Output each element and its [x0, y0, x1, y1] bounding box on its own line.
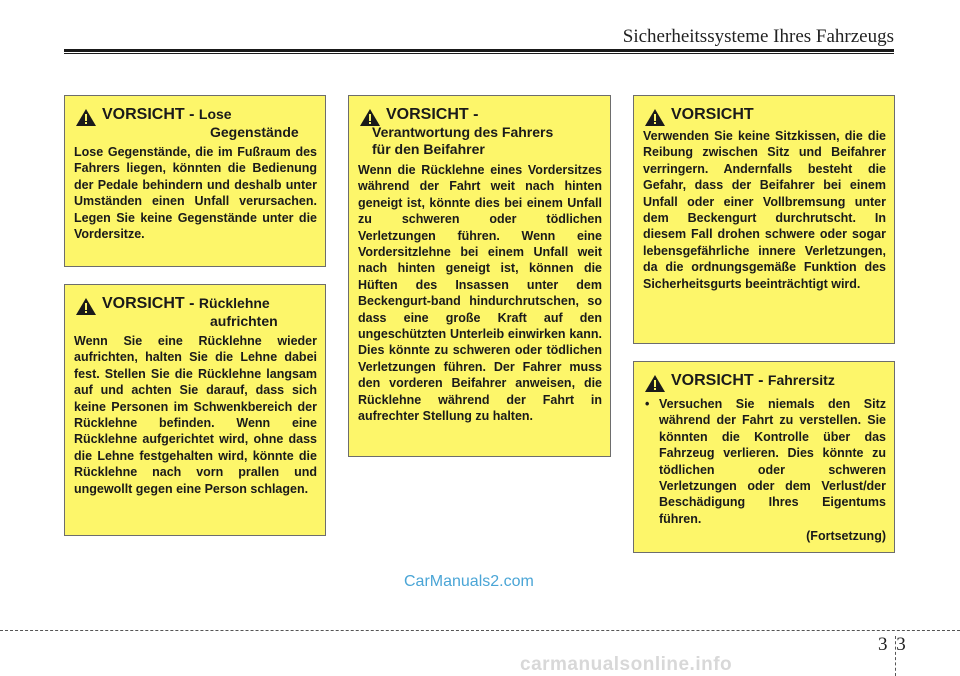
- header-rule: [64, 49, 894, 52]
- caution-title: VORSICHT - Fahrersitz: [643, 372, 886, 390]
- caution-box-seat-cushions: [633, 95, 895, 344]
- caution-box-seatback-raise: [64, 284, 326, 536]
- page-number-separator: [895, 636, 896, 676]
- caution-subtitle: Verantwortung des Fahrers für den Beifahrer: [372, 124, 554, 157]
- caution-title: VORSICHT - Rücklehne aufrichten: [74, 295, 317, 329]
- warning-triangle-icon: [76, 109, 96, 126]
- caution-body: Verwenden Sie keine Sitzkissen, die die Reibung zwischen Sitz und Beifahrer verringern. Andernfalls besteht die Gefahr, dass der Beifahrer bei einem Unfall oder einer Vollbremsung unter dem Beckengurt durchrutscht. In diesem Fall drohen schwere oder sogar lebensgefährliche innere Verletzungen, da die ordnungsgemäße Funktion des Sicherheitsgurts beeinträchtigt wird.: [643, 129, 886, 291]
- caution-title: VORSICHT -: [358, 106, 602, 124]
- footer-logo: carmanualsonline.info: [520, 654, 733, 675]
- warning-triangle-icon: [645, 109, 665, 126]
- page-header-title: Sicherheitssysteme Ihres Fahrzeugs: [622, 26, 894, 47]
- caution-box-driver-responsibility: [348, 95, 611, 457]
- warning-triangle-icon: [76, 298, 96, 315]
- continuation-note: (Fortsetzung): [806, 529, 886, 544]
- watermark-link[interactable]: CarManuals2.com: [404, 573, 534, 590]
- caution-box-driver-seat: [633, 361, 895, 553]
- header-rule-thin: [64, 53, 894, 54]
- footer-dashed-rule: [0, 630, 960, 631]
- page-number: 3 3: [878, 634, 908, 655]
- caution-body: Wenn die Rücklehne eines Vordersitzes während der Fahrt weit nach hinten geneigt ist, könnte dies bei einem Unfall zu schweren oder tödlichen Verletzungen führen. Wenn eine Vordersitzlehne bei einem Unfall weit nach hinten geneigt ist, können die Hüften des Insassen unter dem Beckengurt-band hindurchrutschen, so dass eine große Kraft auf den ungeschützten Unterleib einwirken kann. Dies könnte zu schweren oder tödlichen Verletzungen führen. Der Fahrer muss den vorderen Beifahrer anweisen, die Rücklehne während der Fahrt in aufrechter Stellung zu halten.: [358, 163, 602, 424]
- caution-bullet-list: [643, 396, 886, 527]
- caution-title: VORSICHT: [643, 106, 886, 124]
- caution-box-loose-objects: [64, 95, 326, 267]
- caution-body: Wenn Sie eine Rücklehne wieder aufrichten, halten Sie die Lehne dabei fest. Stellen Sie die Rücklehne langsam auf und achten Sie darauf, dass sich keine Personen im Schwenkbereich der Rücklehne befinden. Wenn eine Rücklehne aufgerichtet wird, ohne dass die Lehne festgehalten wird, könnte die Rücklehne nach vorn prallen und ungewollt gegen eine Person schlagen.: [74, 334, 317, 496]
- caution-body: Lose Gegenstände, die im Fußraum des Fahrers liegen, könnten die Bedienung der Pedale behindern und deshalb unter Umständen einen Unfall verursachen. Legen Sie keine Gegenstände unter die Vordersitze.: [74, 145, 317, 242]
- caution-title: VORSICHT - Lose Gegenstände: [74, 106, 317, 140]
- warning-triangle-icon: [645, 375, 665, 392]
- list-item: • Versuchen Sie niemals den Sitz während der Fahrt zu verstellen. Sie könnten die Kontrolle über das Fahrzeug verlieren. Dies könnte zu tödlichen oder schweren Verletzungen oder dem Verlust/der Beschädigung Ihres Eigentums führen.: [643, 396, 886, 527]
